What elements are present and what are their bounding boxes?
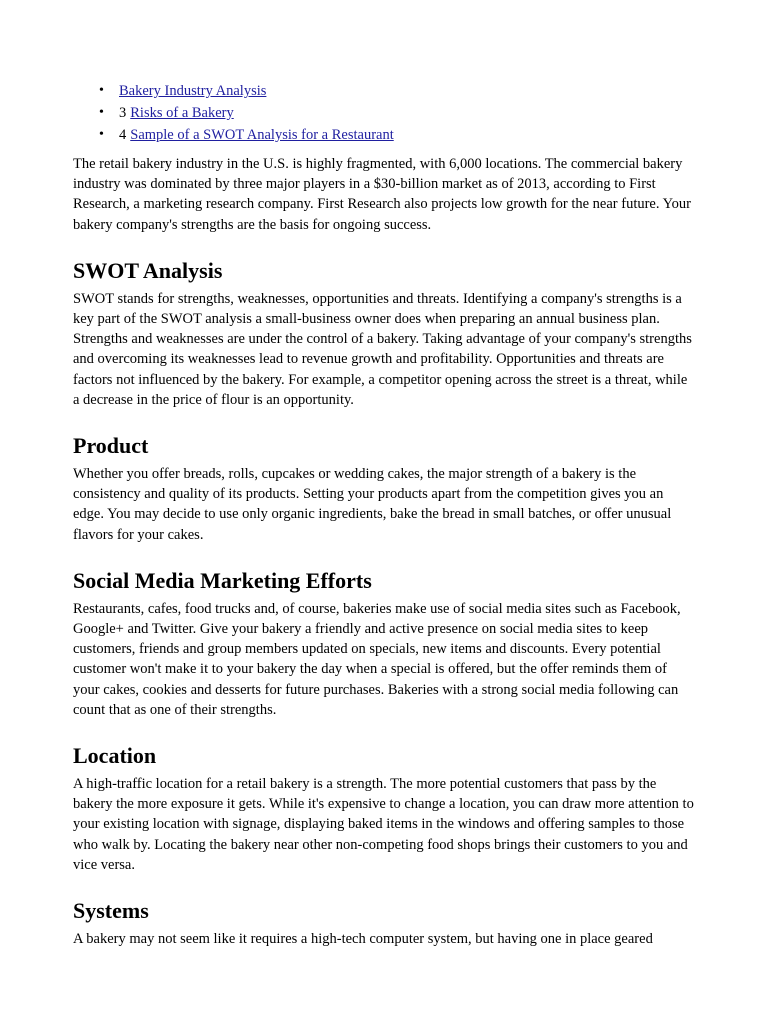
related-link-number: 3	[119, 105, 127, 121]
section-body: A bakery may not seem like it requires a high-tech computer system, but having one in place geared	[73, 931, 653, 948]
intro-paragraph: The retail bakery industry in the U.S. is highly fragmented, with 6,000 locations. The commercial bakery industry was dominated by three major players in a $30-billion market as of 2013, according to First Research, a marketing research company. First Research also projects low growth for the near future. Your bakery company's strengths are the basis for ongoing success.	[73, 156, 691, 233]
related-link-item	[99, 80, 695, 102]
section-product	[73, 432, 695, 545]
bullet-icon: •	[99, 105, 104, 120]
related-link-item	[99, 102, 695, 124]
related-link-bakery-industry-analysis[interactable]: Bakery Industry Analysis	[119, 83, 267, 99]
section-body: Restaurants, cafes, food trucks and, of course, bakeries make use of social media sites such as Facebook, Google+ and Twitter. Give your bakery a friendly and active presence on social media sites to keep customers, friends and group members updated on specials, new items and discounts. Every potential customer won't make it to your bakery the day when a special is offered, but the offer reminds them of your cakes, cookies and desserts for future purchases. Bakeries with a strong social media following can count that as one of their strengths.	[73, 600, 681, 718]
section-heading: Systems	[73, 898, 149, 924]
related-link-number: 4	[119, 127, 127, 143]
section-location	[73, 742, 695, 875]
section-heading: Location	[73, 743, 157, 769]
bullet-icon: •	[99, 127, 104, 142]
related-link-item	[99, 124, 695, 146]
section-body: Whether you offer breads, rolls, cupcakes or wedding cakes, the major strength of a bakery is the consistency and quality of its products. Setting your products apart from the competition gives you an edge. You may decide to use only organic ingredients, bake the bread in small batches, or offer unusual flavors for your cakes.	[73, 466, 672, 543]
section-heading: Social Media Marketing Efforts	[73, 567, 372, 593]
section-heading: Product	[73, 433, 149, 459]
section-social-media-marketing	[73, 567, 695, 720]
section-heading: SWOT Analysis	[73, 257, 223, 283]
section-systems	[73, 897, 695, 949]
related-link-risks-of-a-bakery[interactable]: Risks of a Bakery	[130, 105, 234, 121]
section-body: SWOT stands for strengths, weaknesses, opportunities and threats. Identifying a company's strengths is a key part of the SWOT analysis a small-business owner does when preparing an annual business plan. Strengths and weaknesses are under the control of a bakery. Taking advantage of your company's strengths and overcoming its weaknesses lead to revenue growth and profitability. Opportunities and threats are factors not influenced by the bakery. For example, a competitor opening across the street is a threat, while a decrease in the price of flour is an opportunity.	[73, 290, 692, 408]
bullet-icon: •	[99, 83, 104, 98]
section-body: A high-traffic location for a retail bakery is a strength. The more potential customers that pass by the bakery the more exposure it gets. While it's expensive to change a location, you can draw more attention to your existing location with signage, displaying baked items in the windows and offering samples to those who walk by. Locating the bakery near other non-competing food shops brings their customers to you and vice versa.	[73, 776, 694, 873]
article	[73, 80, 695, 949]
section-swot-analysis	[73, 257, 695, 410]
related-link-swot-restaurant[interactable]: Sample of a SWOT Analysis for a Restaurant	[130, 127, 394, 143]
related-links-list	[99, 80, 695, 146]
